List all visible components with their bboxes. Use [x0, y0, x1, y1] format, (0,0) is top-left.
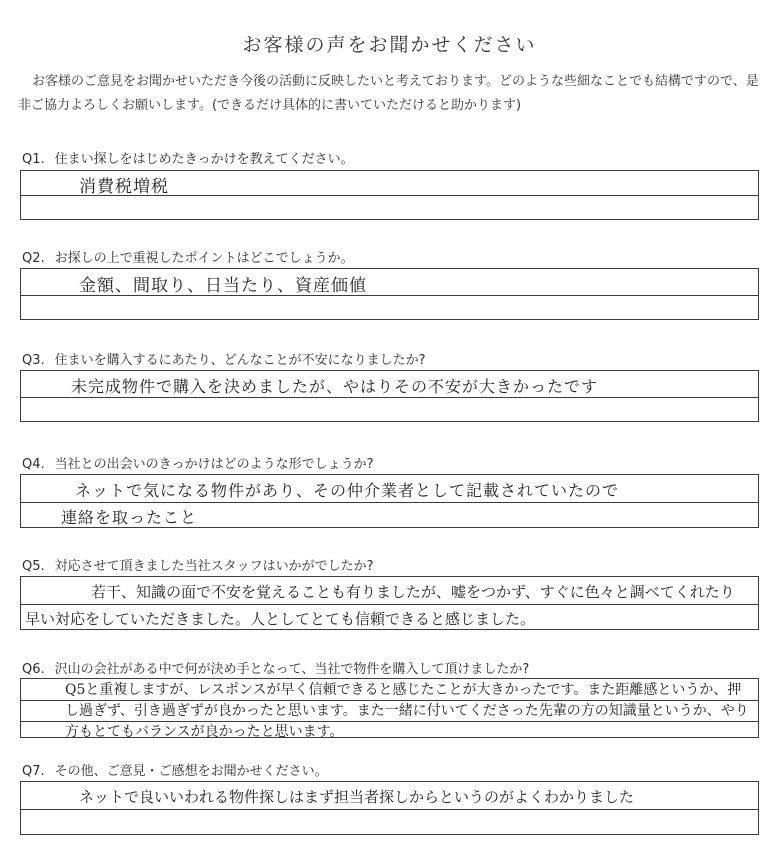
question-text: その他、ご意見・ご感想をお聞かせください。	[54, 764, 328, 779]
question-number: Q7.	[22, 764, 45, 779]
question-number: Q3.	[22, 353, 45, 368]
question-number: Q4.	[22, 457, 45, 472]
answer-box-6	[20, 678, 759, 738]
answer-box-1	[20, 170, 759, 220]
answer-3-line-1: 未完成物件で購入を決めましたが、やはりその不安が大きかったです	[71, 377, 599, 396]
answer-box-5	[20, 576, 759, 630]
form-intro: お客様のご意見をお聞かせいただき今後の活動に反映したいと考えております。どのような些細なことでも結構ですので、是非ご協力よろしくお願いします。(できるだけ具体的に書いていただけると助かります)	[18, 74, 759, 113]
question-5	[22, 555, 374, 574]
question-text: 当社との出会いのきっかけはどのような形でしょうか?	[54, 457, 374, 472]
answer-box-3	[20, 370, 759, 422]
answer-7-line-1: ネットで良いいわれる物件探しはまず担当者探しからというのがよくわかりました	[79, 788, 635, 806]
answer-1-line-1: 消費税増税	[79, 177, 169, 197]
answer-box-2	[20, 268, 759, 320]
question-4	[22, 453, 374, 472]
question-number: Q2.	[22, 251, 45, 266]
question-text: お探しの上で重視したポイントはどこでしょうか。	[54, 251, 354, 266]
question-number: Q5.	[22, 559, 45, 574]
question-7	[22, 760, 328, 779]
question-6	[22, 658, 529, 677]
question-text: 住まいを購入するにあたり、どんなことが不安になりましたか?	[54, 353, 426, 368]
answer-box-4	[20, 474, 759, 528]
answer-5-line-2: 早い対応をしていただきました。人としてとても信頼できると感じました。	[25, 610, 536, 628]
question-number: Q1.	[22, 152, 45, 167]
form-title: お客様の声をお聞かせください	[242, 34, 537, 56]
question-3	[22, 349, 426, 368]
question-1	[22, 148, 354, 167]
answer-5-line-1: 若干、知識の面で不安を覚えることも有りましたが、嘘をつかず、すぐに色々と調べてくれたり	[91, 583, 735, 601]
answer-4-line-2: 連絡を取ったこと	[61, 508, 198, 527]
question-text: 沢山の会社がある中で何が決め手となって、当社で物件を購入して頂けましたか?	[54, 662, 530, 677]
question-2	[22, 247, 354, 266]
answer-6-text: Q5と重複しますが、レスポンスが早く信頼できると感じたことが大きかったです。また距離感というか、押し過ぎず、引き過ぎずが良かったと思います。また一緒に付いてくださった先輩の方の知識量というか、やり方もとてもバランスが良かったと思います。	[65, 682, 749, 740]
question-text: 対応させて頂きました当社スタッフはいかがでしたか?	[54, 559, 374, 574]
answer-box-7	[20, 781, 759, 835]
question-text: 住まい探しをはじめたきっかけを教えてください。	[54, 152, 354, 167]
answer-4-line-1: ネットで気になる物件があり、その仲介業者として記載されていたので	[75, 481, 620, 500]
answer-2-line-1: 金額、間取り、日当たり、資産価値	[79, 276, 367, 296]
question-number: Q6.	[22, 662, 45, 677]
